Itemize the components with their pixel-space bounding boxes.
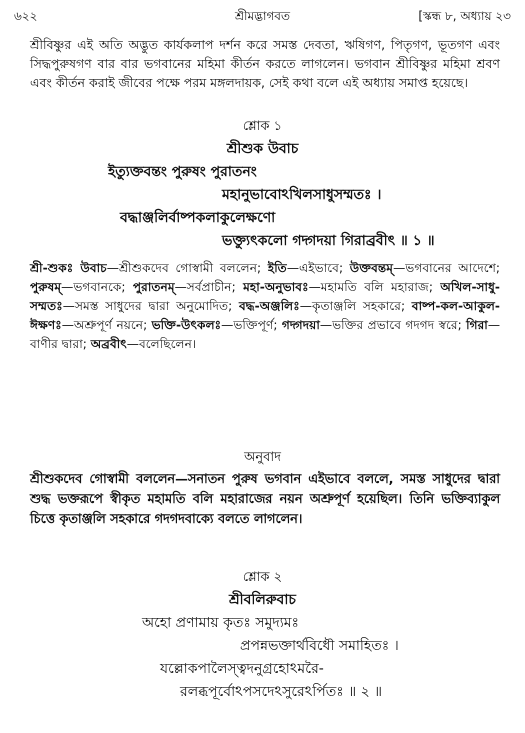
running-header: [14, 8, 511, 26]
verse-2-line-2: প্রপন্নভক্তার্থবিধৌ সমাহিতঃ ।: [240, 638, 399, 654]
verse-1-speaker: শ্রীশুক উবাচ: [226, 141, 299, 157]
synonym-word: ইতি: [267, 261, 287, 275]
synonym-meaning: —এইভাবে;: [286, 261, 350, 275]
verse-2-line-1: অহো প্রণামায় কৃতঃ সমুদ্যমঃ: [142, 615, 300, 631]
synonym-meaning: —বাণীর দ্বারা;: [30, 318, 500, 351]
verse-1-line-2: মহানুভাবোঽখিলসাধুসম্মতঃ ।: [222, 187, 382, 203]
synonym-meaning: —কৃতাঞ্জলি সহকারে;: [299, 299, 412, 313]
synonym-word: পুরাতনম্: [132, 280, 175, 294]
verse-1-line-3: বদ্ধাঞ্জলির্বাষ্পকলাকুলেক্ষণো: [120, 210, 276, 226]
synonym-meaning: —বলেছিলেন।: [126, 337, 197, 351]
synonym-word: বদ্ধ-অঞ্জলিঃ: [238, 299, 300, 313]
synonym-word: গিরা: [466, 318, 488, 332]
synonym-word: ভক্তি-উৎকলঃ: [151, 318, 222, 332]
synonym-word: অব্রবীৎ: [90, 337, 127, 351]
verse-1-label: শ্লোক ১: [242, 119, 283, 134]
verse-2-label: শ্লোক ২: [242, 570, 283, 585]
synonym-meaning: —ভগবানকে;: [61, 280, 133, 294]
synonym-meaning: —সমস্ত সাধুদের দ্বারা অনুমোদিত;: [62, 299, 239, 313]
verse-2-speaker: শ্রীবলিরুবাচ: [229, 592, 296, 608]
synonym-word: অখিল-সাধু-সম্মতঃ: [30, 280, 500, 313]
synonym-word: গদ্গদয়া: [281, 318, 320, 332]
synonym-word: উক্তবন্তম্: [349, 261, 394, 275]
synonym-word: মহা-অনুভাবঃ: [243, 280, 309, 294]
chapter-summary-paragraph: শ্রীবিষ্ণুর এই অতি অদ্ভুত কার্যকলাপ দর্শন করে সমস্ত দেবতা, ঋষিগণ, পিতৃগণ, ভূতগণ এবং সিদ্ধপুরুষগণ বার বার ভগবানের মহিমা কীর্তন করতে লাগলেন। ভগবান শ্রীবিষ্ণুর মহিমা শ্রবণ এবং কীর্তন করাই জীবের পক্ষে পরম মঙ্গলদায়ক, সেই কথা বলে এই অধ্যায় সমাপ্ত হয়েছে।: [30, 37, 500, 90]
synonym-word: শ্রী-শুকঃ উবাচ: [30, 261, 107, 275]
synonym-meaning: —মহামতি বলি মহারাজ;: [308, 280, 441, 294]
synonym-word: বাষ্প-কল-আকুল-ঈক্ষণঃ: [30, 299, 500, 332]
section-reference: [স্কন্ধ ৮, অধ্যায় ২৩: [418, 9, 511, 23]
synonym-meaning: —ভক্তিপূর্ণ;: [221, 318, 282, 332]
book-title: শ্রীমদ্ভাগবত: [234, 9, 290, 23]
synonym-meaning: —সর্বপ্রাচীন;: [174, 280, 244, 294]
verse-1-line-1: ইত্যুক্তবন্তং পুরুষং পুরাতনং: [108, 164, 257, 180]
verse-1-synonyms: [30, 259, 500, 354]
verse-1-line-4: ভক্ত্যুৎকলো গদ্গদয়া গিরাব্রবীৎ ॥ ১ ॥: [222, 233, 435, 249]
synonym-word: পুরুষম্: [30, 280, 62, 294]
page-number: ৬২২: [14, 9, 38, 23]
synonym-meaning: —ভগবানের আদেশে;: [393, 261, 501, 275]
verse-2-line-4: রলব্ধপূর্বোঽপসদেঽসুরেঽর্পিতঃ ॥ ২ ॥: [180, 684, 383, 700]
synonym-meaning: —অশ্রুপূর্ণ নয়নে;: [61, 318, 152, 332]
synonym-meaning: —ভক্তির প্রভাবে গদগদ স্বরে;: [319, 318, 467, 332]
verse-1-translation-label: অনুবাদ: [244, 450, 281, 465]
verse-2-line-3: যল্লোকপালৈস্ত্বদনুগ্রহোঽমরৈ-: [160, 661, 324, 677]
synonym-meaning: —শ্রীশুকদেব গোস্বামী বললেন;: [106, 261, 268, 275]
verse-1-translation: শ্রীশুকদেব গোস্বামী বললেন—সনাতন পুরুষ ভগবান এইভাবে বললে, সমস্ত সাধুদের দ্বারা শুদ্ধ ভক্তরূপে স্বীকৃত মহামতি বলি মহারাজের নয়ন অশ্রুপূর্ণ হয়েছিল। তিনি ভক্তিব্যাকুল চিত্তে কৃতাঞ্জলি সহকারে গদগদবাক্যে বলতে লাগলেন।: [30, 472, 500, 527]
